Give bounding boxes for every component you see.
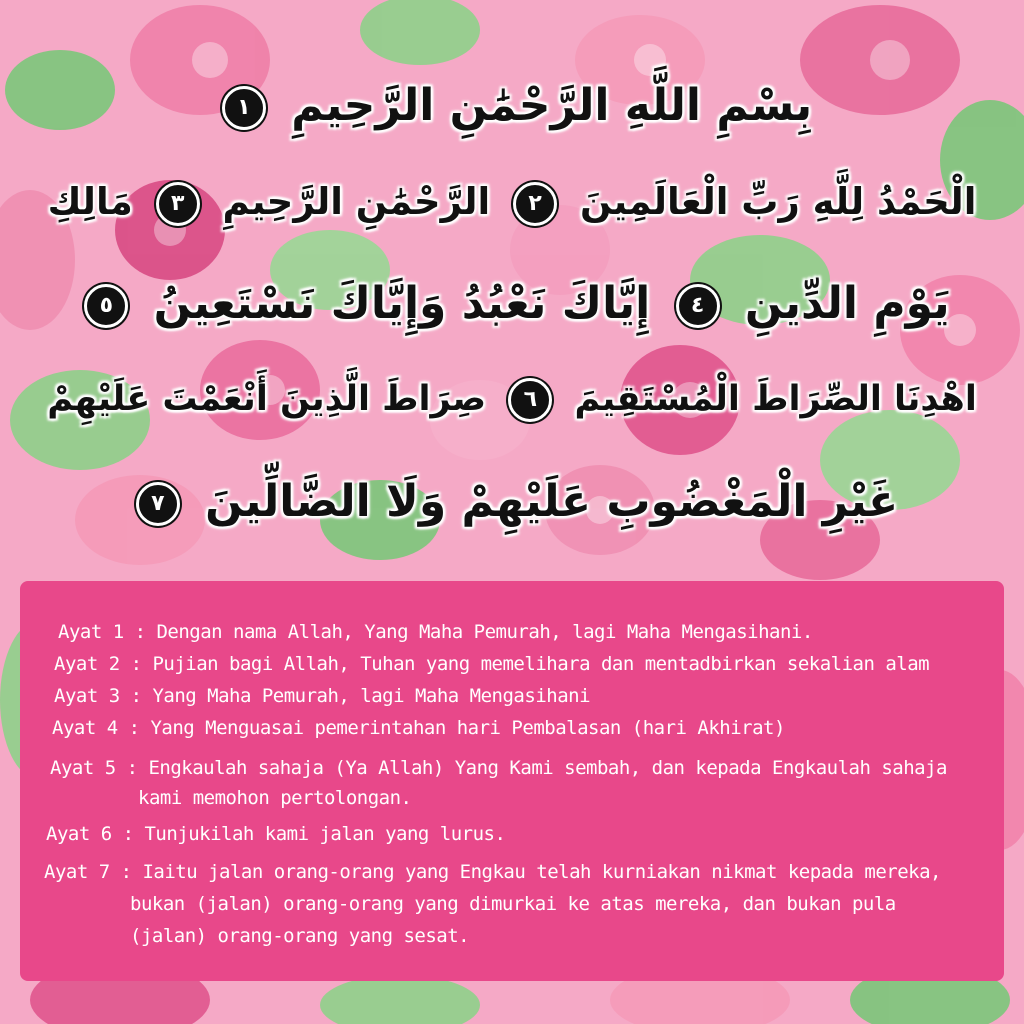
arabic-line-4	[40, 378, 984, 422]
quran-verses	[40, 40, 984, 550]
verse-mark-4: ٤	[676, 284, 720, 328]
arabic-line-5	[40, 476, 984, 527]
verse-mark-6: ٦	[508, 378, 552, 422]
verse-7-end: غَيْرِ الْمَغْضُوبِ عَلَيْهِمْ وَلَا الضَّالِّينَ	[205, 476, 899, 527]
translation-ayat-7-cont-2: (jalan) orang-orang yang sesat.	[130, 925, 470, 947]
translation-ayat-3: Ayat 3 : Yang Maha Pemurah, lagi Maha Mengasihani	[54, 685, 591, 707]
translation-panel	[20, 581, 1004, 981]
translation-ayat-6: Ayat 6 : Tunjukilah kami jalan yang lurus.	[46, 823, 506, 845]
verse-4-end: يَوْمِ الدِّينِ	[744, 278, 950, 329]
translation-ayat-5: Ayat 5 : Engkaulah sahaja (Ya Allah) Yang Kami sembah, dan kepada Engkaulah sahaja	[50, 757, 947, 779]
arabic-line-2	[40, 180, 984, 226]
verse-3-text: الرَّحْمَٰنِ الرَّحِيمِ	[222, 180, 491, 223]
verse-mark-5: ٥	[84, 284, 128, 328]
verse-mark-2: ٢	[513, 182, 557, 226]
verse-4-start: مَالِكِ	[47, 180, 133, 223]
verse-mark-1: ١	[222, 86, 266, 130]
verse-7-start: صِرَاطَ الَّذِينَ أَنْعَمْتَ عَلَيْهِمْ	[47, 379, 487, 419]
translation-ayat-7-cont-1: bukan (jalan) orang-orang yang dimurkai ke atas mereka, dan bukan pula	[130, 893, 896, 915]
verse-5-text: إِيَّاكَ نَعْبُدُ وَإِيَّاكَ نَسْتَعِينُ	[153, 278, 651, 329]
verse-mark-7: ٧	[136, 482, 180, 526]
arabic-line-1	[40, 80, 984, 131]
translation-ayat-2: Ayat 2 : Pujian bagi Allah, Tuhan yang memelihara dan mentadbirkan sekalian alam	[54, 653, 930, 675]
verse-mark-3: ٣	[156, 182, 200, 226]
arabic-line-3	[40, 278, 984, 329]
verse-2-text: الْحَمْدُ لِلَّهِ رَبِّ الْعَالَمِينَ	[579, 180, 977, 223]
translation-ayat-5-cont: kami memohon pertolongan.	[138, 787, 412, 809]
basmalah: بِسْمِ اللَّهِ الرَّحْمَٰنِ الرَّحِيمِ	[291, 80, 813, 131]
translation-ayat-4: Ayat 4 : Yang Menguasai pemerintahan hari Pembalasan (hari Akhirat)	[52, 717, 785, 739]
translation-ayat-7: Ayat 7 : Iaitu jalan orang-orang yang Engkau telah kurniakan nikmat kepada mereka,	[44, 861, 941, 883]
verse-6-text: اهْدِنَا الصِّرَاطَ الْمُسْتَقِيمَ	[574, 379, 977, 419]
translation-ayat-1: Ayat 1 : Dengan nama Allah, Yang Maha Pemurah, lagi Maha Mengasihani.	[58, 621, 813, 643]
